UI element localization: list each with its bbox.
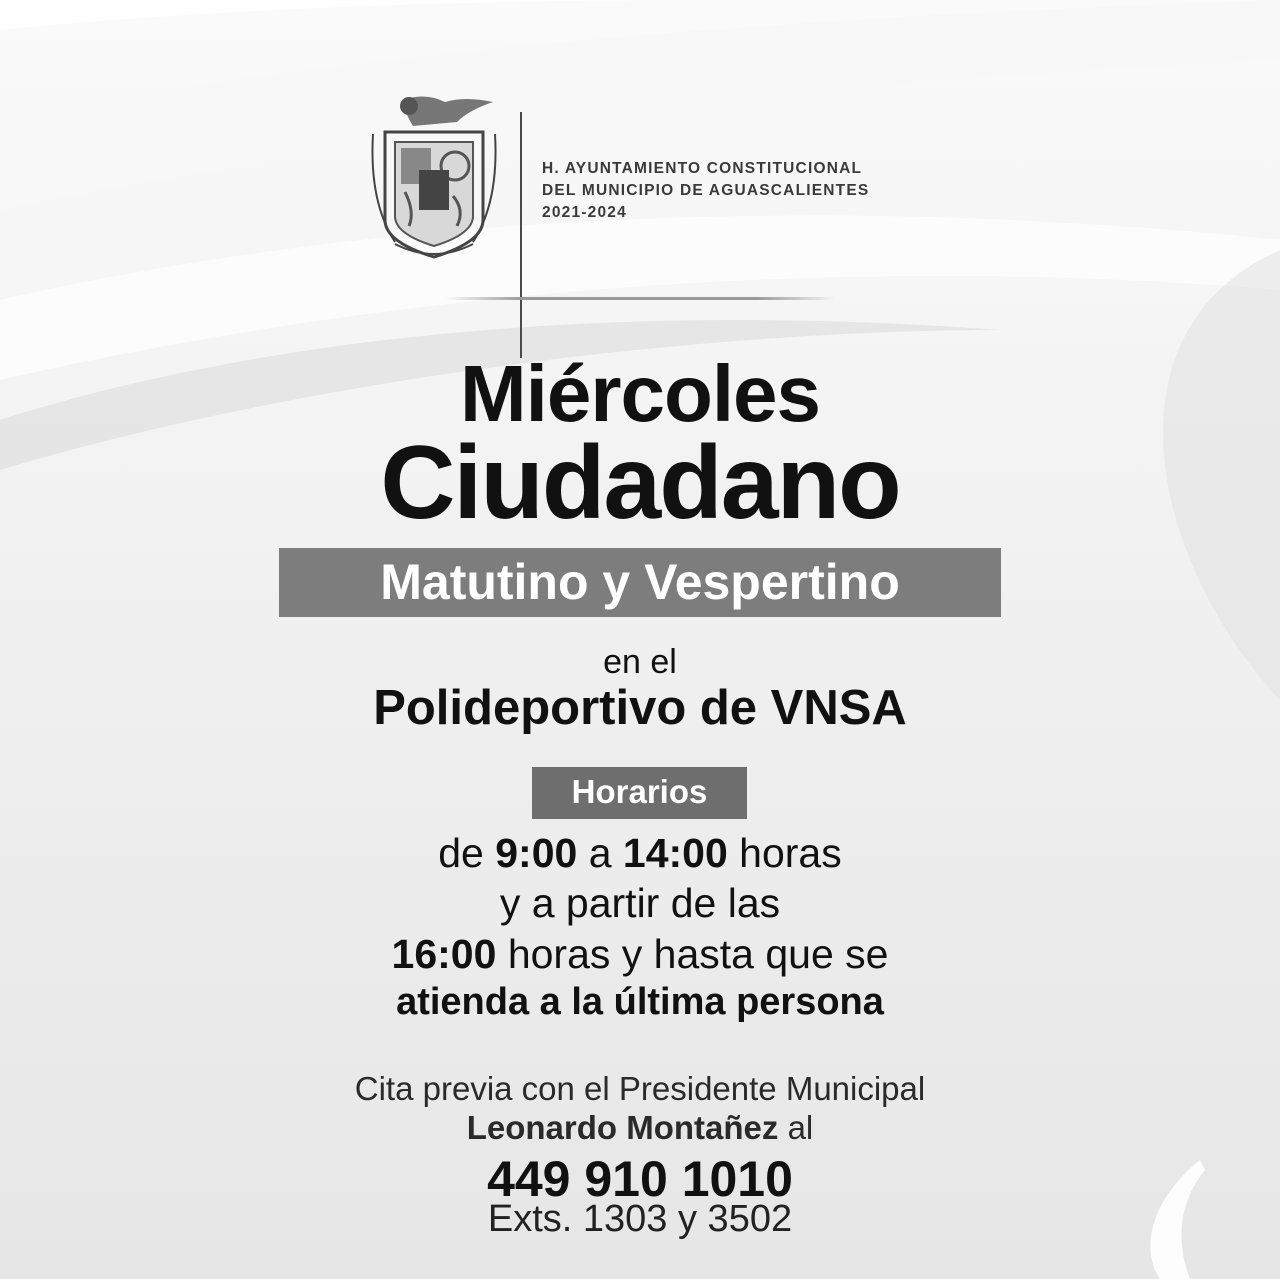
contact-name-line xyxy=(0,1106,1280,1150)
schedule-line-1 xyxy=(0,830,1280,876)
schedule-line-3 xyxy=(0,931,1280,977)
schedule-prefix: de xyxy=(438,830,496,876)
org-line-1: H. AYUNTAMIENTO CONSTITUCIONAL xyxy=(542,160,863,177)
afternoon-text: horas y hasta que se xyxy=(496,931,889,977)
location-name: Polideportivo de VNSA xyxy=(373,681,907,735)
schedule-end-time: 14:00 xyxy=(622,830,728,876)
afternoon-time: 16:00 xyxy=(391,931,497,977)
location-intro: en el xyxy=(603,643,677,681)
org-line-2: DEL MUNICIPIO DE AGUASCALIENTES xyxy=(542,182,870,199)
contact-line: Cita previa con el Presidente Municipal xyxy=(354,1070,926,1107)
title-line-2: Ciudadano xyxy=(380,425,900,541)
phone-number[interactable]: 449 910 1010 xyxy=(487,1151,793,1207)
contact-name-suffix: al xyxy=(778,1109,814,1146)
coat-of-arms-icon xyxy=(365,92,503,264)
schedule-hours-word: horas xyxy=(727,830,842,876)
header-divider xyxy=(520,112,522,358)
president-name: Leonardo Montañez xyxy=(466,1109,779,1146)
schedule-line-2: y a partir de las xyxy=(499,880,781,926)
schedule-line-4: atienda a la última persona xyxy=(396,981,884,1023)
org-years: 2021-2024 xyxy=(542,204,627,221)
organization-name xyxy=(542,158,962,224)
schedule-connector: a xyxy=(577,830,623,876)
shift-band: Matutino y Vespertino xyxy=(279,548,1001,617)
title-line-1: Miércoles xyxy=(459,349,821,438)
schedule-badge: Horarios xyxy=(532,767,747,819)
header-separator xyxy=(445,297,835,300)
phone-extensions: Exts. 1303 y 3502 xyxy=(487,1198,793,1240)
schedule-start-time: 9:00 xyxy=(495,830,578,876)
